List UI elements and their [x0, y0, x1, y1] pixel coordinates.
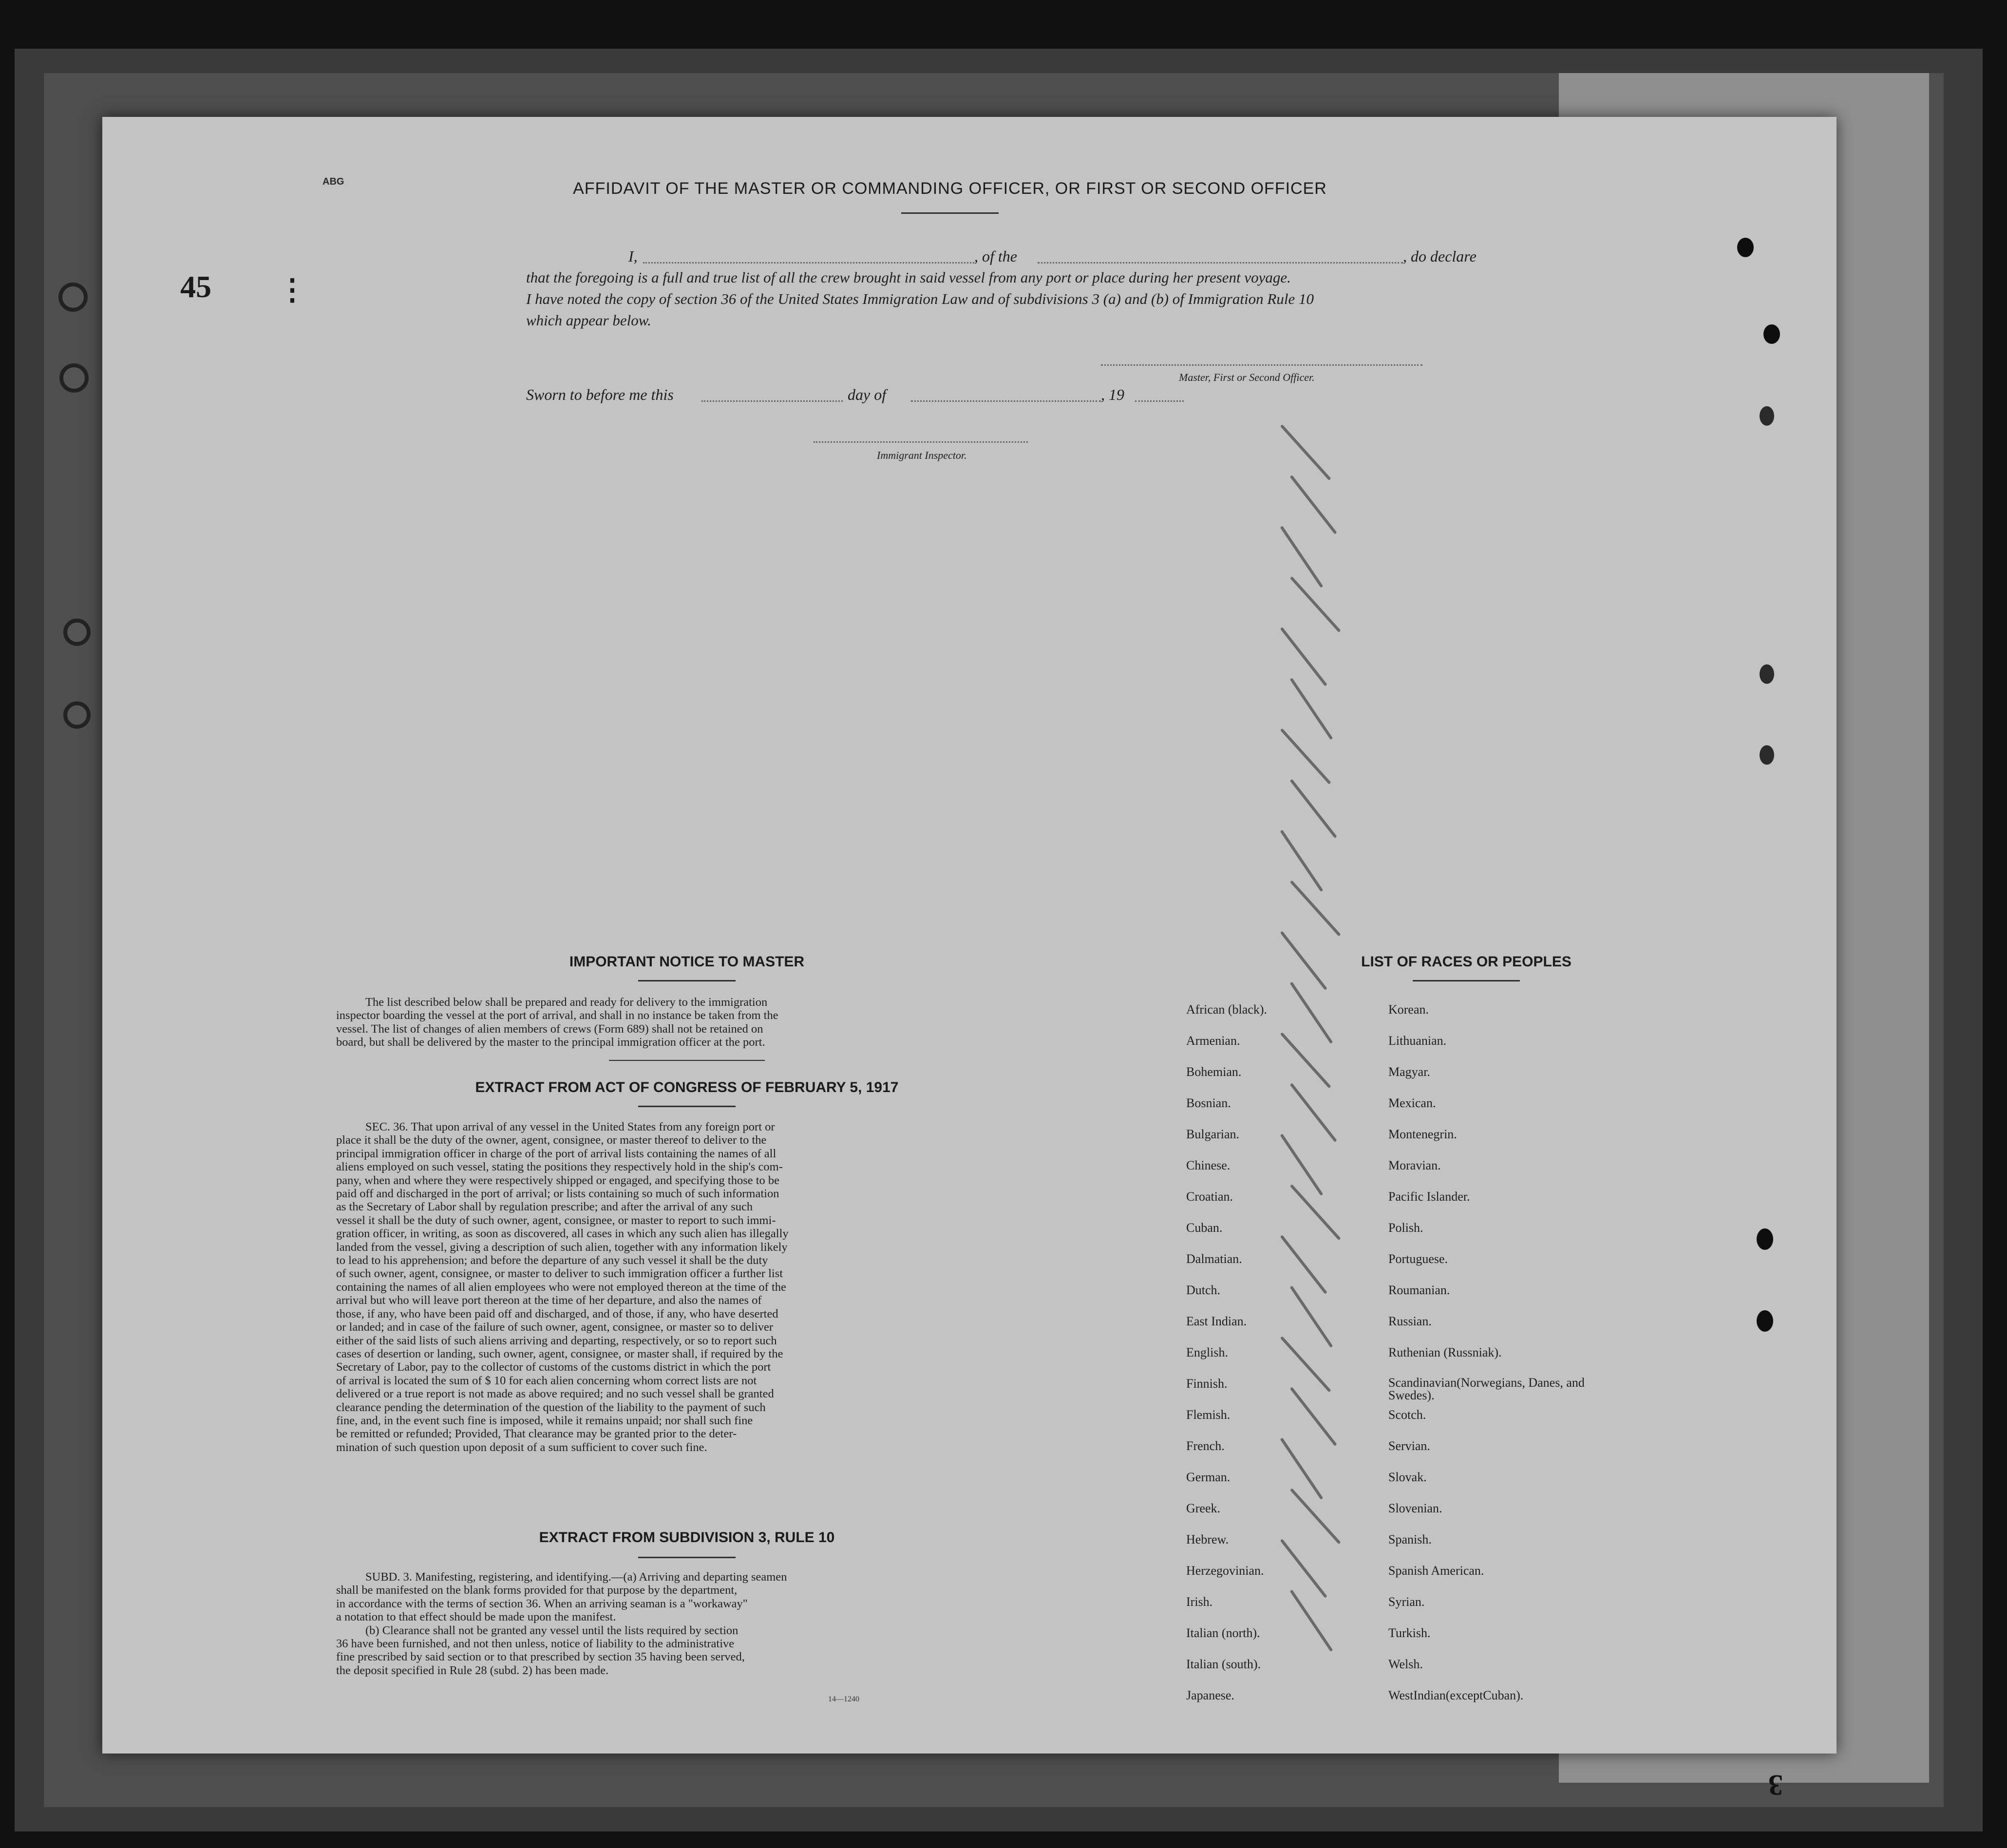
rule-title: EXTRACT FROM SUBDIVISION 3, RULE 10 — [539, 1529, 835, 1546]
paragraph-line: of such owner, agent, consignee, or master to deliver to such immigration officer a further list — [336, 1267, 783, 1281]
paragraph-line: pany, when and where they were respectively shipped or engaged, and specifying those to be — [336, 1173, 780, 1187]
paragraph-line: as the Secretary of Labor shall by regulation prescribe; and after the arrival of any such — [336, 1200, 753, 1214]
paragraph-line: arrival but who will leave port thereon at the time of her departure, and also the names of — [336, 1294, 762, 1307]
race-entry: Spanish. — [1388, 1532, 1432, 1546]
title-rule — [901, 212, 999, 214]
master-name-field[interactable] — [643, 262, 974, 264]
master-signature-line[interactable] — [1101, 364, 1422, 366]
form-code: ABG — [322, 176, 344, 187]
marginal-dots: ⋮ — [278, 274, 307, 306]
race-entry: Mexican. — [1388, 1096, 1436, 1110]
paragraph-line: SUBD. 3. Manifesting, registering, and identifying.—(a) Arriving and departing seamen — [365, 1570, 787, 1584]
race-entry: Scotch. — [1388, 1408, 1426, 1422]
race-entry: Ruthenian (Russniak). — [1388, 1345, 1502, 1359]
notice-end-rule — [609, 1060, 765, 1061]
rule-10-paragraph — [336, 1570, 1018, 1677]
race-entry: Syrian. — [1388, 1595, 1425, 1609]
punch-hole-right-1 — [1737, 238, 1754, 257]
races-rule — [1413, 980, 1520, 981]
pencil-stroke — [1290, 779, 1337, 838]
binder-hole-left-1 — [58, 283, 88, 312]
marginal-mark: 45 — [180, 269, 211, 304]
paragraph-line: the deposit specified in Rule 28 (subd. 2) has been made. — [336, 1663, 609, 1677]
race-entry: Armenian. — [1186, 1034, 1240, 1048]
punch-hole-right-3 — [1760, 406, 1774, 426]
race-entry: Bosnian. — [1186, 1096, 1231, 1110]
race-entry: Italian (south). — [1186, 1657, 1261, 1671]
pencil-stroke — [1290, 1589, 1333, 1652]
pencil-stroke — [1290, 576, 1341, 632]
race-entry: Japanese. — [1186, 1688, 1234, 1702]
sworn-day-of: day of — [848, 386, 887, 403]
race-entry: East Indian. — [1186, 1314, 1247, 1328]
race-entry: Pacific Islander. — [1388, 1189, 1470, 1204]
race-entry: Irish. — [1186, 1595, 1213, 1609]
races-column-1 — [1186, 1002, 1267, 1719]
race-entry: Welsh. — [1388, 1657, 1423, 1671]
race-entry: Chinese. — [1186, 1158, 1231, 1172]
paragraph-line: shall be manifested on the blank forms provided for that purpose by the department, — [336, 1584, 738, 1597]
print-code: 14—1240 — [828, 1695, 859, 1703]
affidavit-line-2: that the foregoing is a full and true list of all the crew brought in said vessel from any port or place during her present voyage. — [526, 269, 1291, 286]
paragraph-line: to lead to his apprehension; and before the departure of any such vessel it shall be the duty — [336, 1254, 768, 1267]
punch-hole-right-2 — [1763, 324, 1780, 344]
sworn-year-label: , 19 — [1101, 386, 1124, 403]
affidavit-page — [102, 117, 1837, 1754]
pencil-stroke — [1290, 1285, 1333, 1348]
binder-hole-left-3 — [63, 619, 91, 646]
rule-title-rule — [638, 1557, 736, 1558]
paragraph-line: of arrival is located the sum of $ 10 for each alien concerning whom correct lists are not — [336, 1374, 757, 1387]
notice-rule — [638, 980, 736, 981]
punch-hole-right-5 — [1760, 745, 1774, 765]
races-title: LIST OF RACES OR PEOPLES — [1361, 954, 1572, 970]
paragraph-line: vessel it shall be the duty of such owner, agent, consignee, or master to report to such immi- — [336, 1213, 776, 1227]
race-entry: Bulgarian. — [1186, 1127, 1240, 1141]
binder-hole-left-2 — [59, 363, 89, 393]
race-entry: Finnish. — [1186, 1377, 1228, 1391]
affidavit-of-the: , of the — [974, 247, 1017, 265]
race-entry: Scandinavian(Norwegians, Danes, and Swedes). — [1388, 1376, 1585, 1402]
race-entry: English. — [1186, 1345, 1228, 1359]
races-column-2 — [1388, 1002, 1593, 1719]
race-entry: French. — [1186, 1439, 1225, 1453]
paragraph-line: fine prescribed by said section or to that prescribed by section 35 having been served, — [336, 1650, 745, 1664]
race-entry: Greek. — [1186, 1501, 1221, 1515]
paragraph-line: place it shall be the duty of the owner, agent, consignee, or master thereof to deliver to the — [336, 1133, 767, 1147]
paragraph-line: landed from the vessel, giving a description of such alien, together with any information likely — [336, 1240, 788, 1254]
punch-hole-right-7 — [1757, 1310, 1773, 1332]
paragraph-line: either of the said lists of such aliens arriving and departing, respectively, or so to report such — [336, 1334, 777, 1347]
affidavit-line-1 — [526, 247, 1549, 267]
race-entry: Montenegrin. — [1388, 1127, 1457, 1141]
pencil-stroke — [1280, 1133, 1324, 1196]
paragraph-line: containing the names of all alien employees who were not employed thereon at the time of the — [336, 1280, 786, 1294]
pencil-stroke — [1290, 1184, 1341, 1240]
pencil-stroke — [1280, 627, 1327, 686]
paragraph-line: gration officer, in writing, as soon as discovered, all cases in which any such alien has illegally — [336, 1227, 789, 1241]
race-entry: Croatian. — [1186, 1189, 1233, 1204]
pencil-stroke — [1290, 981, 1333, 1044]
race-entry: Dutch. — [1186, 1283, 1221, 1297]
paragraph-line: fine, and, in the event such fine is imposed, while it remains unpaid; nor shall such fine — [336, 1414, 753, 1427]
paragraph-line: inspector boarding the vessel at the port of arrival, and shall in no instance be taken from the — [336, 1009, 778, 1022]
notice-title: IMPORTANT NOTICE TO MASTER — [569, 954, 805, 970]
race-entry: Russian. — [1388, 1314, 1432, 1328]
sworn-line — [526, 386, 1237, 405]
pencil-stroke — [1280, 526, 1324, 588]
race-entry: Herzegovinian. — [1186, 1564, 1264, 1578]
sworn-month-field[interactable] — [911, 400, 1101, 402]
paragraph-line: or landed; and in case of the failure of such owner, agent, consignee, or master so to deliver — [336, 1320, 774, 1334]
race-entry: African (black). — [1186, 1002, 1268, 1017]
act-title: EXTRACT FROM ACT OF CONGRESS OF FEBRUARY 5, 1917 — [475, 1079, 899, 1095]
race-entry: Magyar. — [1388, 1065, 1430, 1079]
race-entry: Korean. — [1388, 1002, 1429, 1017]
inspector-caption: Immigrant Inspector. — [877, 449, 967, 461]
affidavit-line-3: I have noted the copy of section 36 of the United States Immigration Law and of subdivisions 3 (a) and (b) of Immigration Rule 10 — [526, 290, 1314, 307]
race-entry: Spanish American. — [1388, 1564, 1484, 1578]
paragraph-line: SEC. 36. That upon arrival of any vessel in the United States from any foreign port or — [365, 1120, 775, 1133]
pencil-stroke — [1280, 1032, 1331, 1088]
race-entry: Polish. — [1388, 1221, 1423, 1235]
affidavit-i: I, — [628, 247, 638, 265]
pencil-stroke — [1290, 1387, 1337, 1446]
paragraph-line: mination of such question upon deposit of a sum sufficient to cover such fine. — [336, 1440, 707, 1454]
race-entry: Bohemian. — [1186, 1065, 1242, 1079]
race-entry: Slovenian. — [1388, 1501, 1442, 1515]
race-entry: Italian (north). — [1186, 1626, 1260, 1640]
punch-hole-right-4 — [1760, 664, 1774, 684]
sworn-date-field[interactable] — [701, 400, 843, 402]
race-entry: Turkish. — [1388, 1626, 1431, 1640]
race-entry: Flemish. — [1186, 1408, 1231, 1422]
corner-mark: 3 — [1768, 1769, 1783, 1801]
pencil-stroke — [1280, 1336, 1331, 1392]
affidavit-title: AFFIDAVIT OF THE MASTER OR COMMANDING OFFICER, OR FIRST OR SECOND OFFICER — [573, 179, 1327, 198]
paragraph-line: 36 have been furnished, and not then unless, notice of liability to the administrative — [336, 1637, 735, 1651]
race-entry: Hebrew. — [1186, 1532, 1229, 1546]
master-caption: Master, First or Second Officer. — [1179, 371, 1315, 383]
paragraph-line: (b) Clearance shall not be granted any vessel until the lists required by section — [365, 1623, 738, 1637]
paragraph-line: delivered or a true report is not made as above required; and no such vessel shall be granted — [336, 1387, 774, 1401]
paragraph-line: aliens employed on such vessel, stating the positions they respectively hold in the ship's com- — [336, 1160, 783, 1174]
paragraph-line: in accordance with the terms of section 36. When an arriving seaman is a "workaway" — [336, 1597, 748, 1610]
affidavit-line-4: which appear below. — [526, 312, 651, 329]
paragraph-line: Secretary of Labor, pay to the collector of customs of the customs district in which the port — [336, 1360, 771, 1374]
race-entry: Lithuanian. — [1388, 1034, 1447, 1048]
pencil-stroke — [1290, 880, 1341, 936]
pencil-stroke — [1280, 830, 1324, 892]
paragraph-line: be remitted or refunded; Provided, That clearance may be granted prior to the deter- — [336, 1427, 737, 1441]
pencil-stroke — [1290, 1488, 1341, 1544]
paragraph-line: principal immigration officer in charge of the port of arrival lists containing the names of all — [336, 1147, 776, 1160]
pencil-stroke — [1290, 475, 1337, 534]
punch-hole-right-6 — [1757, 1228, 1773, 1250]
pencil-stroke — [1280, 1437, 1324, 1500]
pencil-stroke — [1290, 678, 1333, 740]
paragraph-line: those, if any, who have been paid off and discharged, and of those, if any, who have deserted — [336, 1307, 778, 1320]
race-entry: Slovak. — [1388, 1470, 1427, 1484]
paragraph-line: The list described below shall be prepared and ready for delivery to the immigration — [365, 996, 768, 1009]
vessel-name-field[interactable] — [1038, 262, 1403, 264]
pencil-stroke — [1280, 1539, 1327, 1598]
pencil-stroke — [1290, 1083, 1337, 1142]
notice-paragraph — [336, 996, 1018, 1049]
pencil-stroke — [1280, 728, 1331, 784]
paragraph-line: vessel. The list of changes of alien members of crews (Form 689) shall not be retained on — [336, 1022, 763, 1036]
affidavit-do-declare: , do declare — [1403, 247, 1477, 265]
race-entry: German. — [1186, 1470, 1231, 1484]
race-entry: WestIndian(exceptCuban). — [1388, 1688, 1524, 1702]
paragraph-line: board, but shall be delivered by the master to the principal immigration officer at the port. — [336, 1036, 765, 1049]
race-entry: Dalmatian. — [1186, 1252, 1242, 1266]
binder-hole-left-4 — [63, 701, 91, 729]
sworn-year-field[interactable] — [1135, 400, 1184, 402]
paragraph-line: cases of desertion or landing, such owner, agent, consignee, or master shall, if required by the — [336, 1347, 783, 1360]
paragraph-line: clearance pending the determination of the question of the liability to the payment of such — [336, 1400, 766, 1414]
race-entry: Servian. — [1388, 1439, 1430, 1453]
pencil-stroke — [1280, 1235, 1327, 1294]
paragraph-line: paid off and discharged in the port of arrival; or lists containing so much of such information — [336, 1187, 779, 1201]
race-entry: Moravian. — [1388, 1158, 1441, 1172]
race-entry: Portuguese. — [1388, 1252, 1448, 1266]
race-entry: Cuban. — [1186, 1221, 1223, 1235]
act-rule — [638, 1106, 736, 1107]
act-section-36-paragraph — [336, 1120, 1018, 1454]
pencil-stroke — [1280, 424, 1331, 480]
race-entry: Roumanian. — [1388, 1283, 1450, 1297]
inspector-signature-line[interactable] — [814, 441, 1028, 443]
paragraph-line: a notation to that effect should be made upon the manifest. — [336, 1610, 616, 1624]
sworn-label: Sworn to before me this — [526, 386, 674, 403]
